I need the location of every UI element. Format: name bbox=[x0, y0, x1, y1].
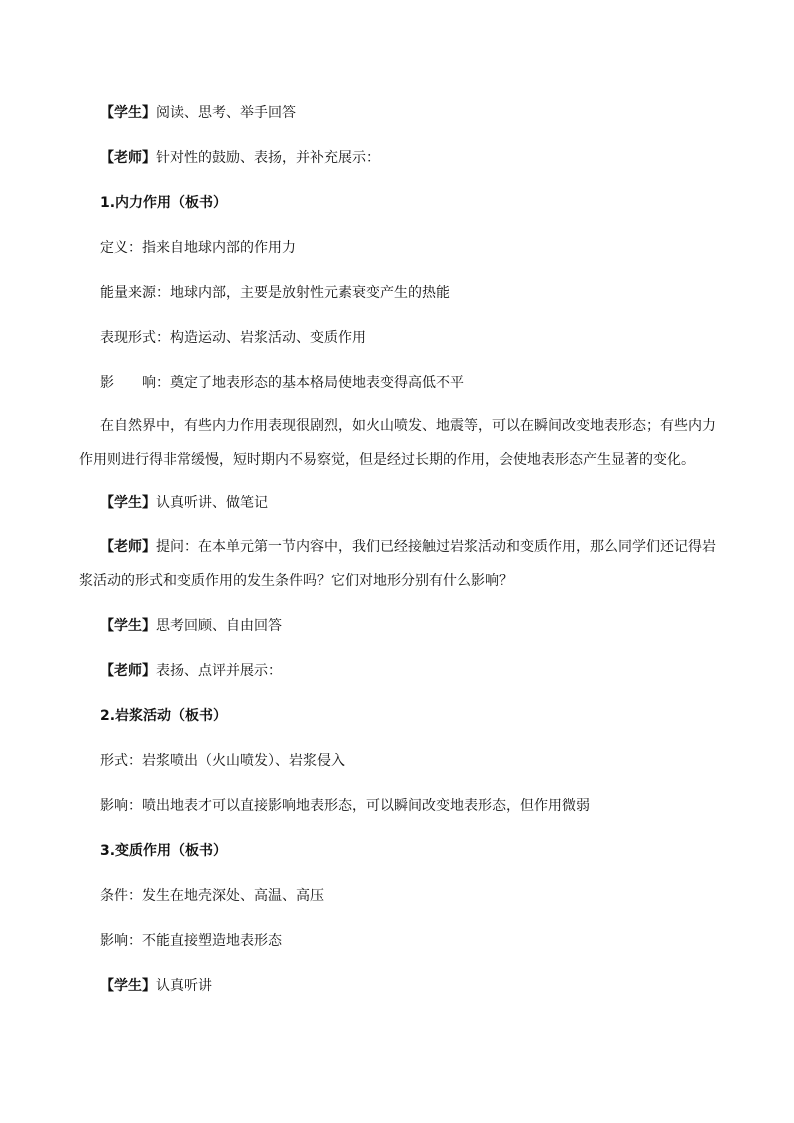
paragraph-row-2: 作用则进行得非常缓慢，短时期内不易察觉，但是经过长期的作用，会使地表形态产生显著的变化。 bbox=[79, 452, 695, 468]
paragraph-row-1: 在自然界中，有些内力作用表现很剧烈，如火山喷发、地震等，可以在瞬间改变地表形态；有些内力 bbox=[100, 418, 716, 434]
teacher-tag: 【老师】 bbox=[100, 150, 156, 166]
student-line-2 bbox=[100, 493, 724, 513]
influence-text: 奠定了地表形态的基本格局使地表变得高低不平 bbox=[170, 375, 464, 391]
teacher-tag: 【老师】 bbox=[100, 663, 156, 679]
student-line-text: 认真听讲、做笔记 bbox=[156, 495, 268, 511]
energy-source-line: 能量来源：地球内部，主要是放射性元素衰变产生的热能 bbox=[100, 285, 450, 301]
magma-effect-line: 影响：喷出地表才可以直接影响地表形态，可以瞬间改变地表形态，但作用微弱 bbox=[100, 798, 590, 814]
teacher-question-paragraph bbox=[79, 530, 724, 598]
student-tag: 【学生】 bbox=[100, 978, 156, 994]
student-line-3 bbox=[100, 616, 724, 636]
teacher-tag: 【老师】 bbox=[100, 539, 156, 555]
influence-label-a: 影 bbox=[100, 375, 114, 391]
question-row-1-text: 提问：在本单元第一节内容中，我们已经接触过岩浆活动和变质作用，那么同学们还记得岩 bbox=[156, 539, 716, 555]
student-line-1 bbox=[100, 103, 724, 123]
student-tag: 【学生】 bbox=[100, 618, 156, 634]
student-line-text: 思考回顾、自由回答 bbox=[156, 618, 282, 634]
metamorphism-condition-line: 条件：发生在地壳深处、高温、高压 bbox=[100, 888, 324, 904]
teacher-line-text: 针对性的鼓励、表扬，并补充展示： bbox=[156, 150, 380, 166]
magma-form-line: 形式：岩浆喷出（火山喷发）、岩浆侵入 bbox=[100, 753, 345, 769]
student-line-text: 认真听讲 bbox=[156, 978, 212, 994]
question-row-1 bbox=[100, 530, 724, 564]
teacher-line-1 bbox=[100, 148, 724, 168]
influence-label-b: 响： bbox=[142, 375, 170, 391]
student-line-4 bbox=[100, 976, 724, 996]
student-line-text: 阅读、思考、举手回答 bbox=[156, 105, 296, 121]
student-tag: 【学生】 bbox=[100, 495, 156, 511]
student-tag: 【学生】 bbox=[100, 105, 156, 121]
forms-line: 表现形式：构造运动、岩浆活动、变质作用 bbox=[100, 330, 366, 346]
metamorphism-effect-line: 影响：不能直接塑造地表形态 bbox=[100, 933, 282, 949]
section-heading-1: 1.内力作用（板书） bbox=[100, 195, 228, 211]
teacher-line-3 bbox=[100, 661, 724, 681]
section-heading-3: 3.变质作用（板书） bbox=[100, 843, 228, 859]
teacher-line-text: 表扬、点评并展示： bbox=[156, 663, 282, 679]
question-row-2: 浆活动的形式和变质作用的发生条件吗？它们对地形分别有什么影响？ bbox=[79, 573, 513, 589]
paragraph-internal-forces bbox=[79, 409, 724, 477]
definition-line: 定义：指来自地球内部的作用力 bbox=[100, 240, 296, 256]
influence-line bbox=[100, 373, 724, 393]
section-heading-2: 2.岩浆活动（板书） bbox=[100, 708, 228, 724]
